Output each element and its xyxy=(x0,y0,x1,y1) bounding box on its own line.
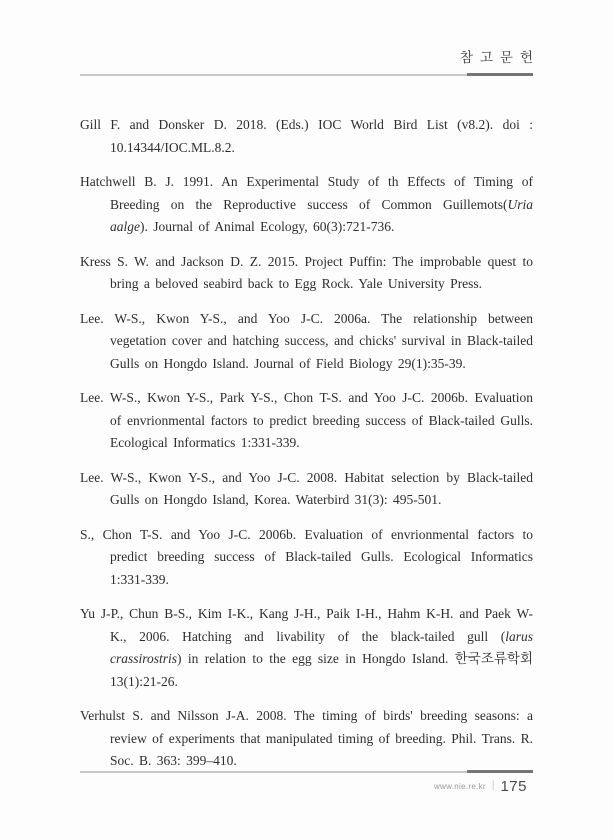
reference-text: ). Journal of Animal Ecology, 60(3):721-736. xyxy=(140,219,395,234)
footer-rule xyxy=(80,770,533,773)
reference-text: Yu J-P., Chun B-S., Kim I-K., Kang J-H., Paik I-H., Hahm K-H. and Paek W-K., 2006. Hatching and livability of the black-tailed gull ( xyxy=(80,606,533,644)
reference-text: Verhulst S. and Nilsson J-A. 2008. The timing of birds' breeding seasons: a review of experiments that manipulated timing of breeding. Phil. Trans. R. Soc. B. 363: 399–410. xyxy=(80,708,533,768)
page-header xyxy=(80,50,540,76)
header-rule xyxy=(80,73,533,76)
reference-item xyxy=(80,114,533,159)
reference-item xyxy=(80,524,533,592)
reference-species-name: larus crassirostris xyxy=(110,628,533,666)
references-list xyxy=(80,114,533,785)
reference-text: Lee. W-S., Kwon Y-S., Park Y-S., Chon T-S. and Yoo J-C. 2006b. Evaluation of envrionmental factors to predict breeding success of Black-tailed Gulls. Ecological Informatics 1:331-339. xyxy=(80,390,533,450)
reference-text: ) in relation to the egg size in Hongdo Island. 한국조류학회 13(1):21-26. xyxy=(110,651,533,689)
reference-item xyxy=(80,171,533,239)
footer-rule-accent xyxy=(467,770,533,773)
reference-item xyxy=(80,603,533,693)
reference-item xyxy=(80,251,533,296)
reference-item xyxy=(80,705,533,773)
reference-text: S., Chon T-S. and Yoo J-C. 2006b. Evaluation of envrionmental factors to predict breeding success of Black-tailed Gulls. Ecological Informatics 1:331-339. xyxy=(80,526,533,587)
page-number: 175 xyxy=(500,777,527,795)
reference-species-name: Uria aalge xyxy=(110,196,533,234)
footer-separator: | xyxy=(491,780,495,791)
reference-text: Gill F. and Donsker D. 2018. (Eds.) IOC World Bird List (v8.2). doi : 10.14344/IOC.ML.8.2. xyxy=(80,117,533,155)
reference-text: Lee. W-S., Kwon Y-S., and Yoo J-C. 2006a. The relationship between vegetation cover and hatching success, and chicks' survival in Black-tailed Gulls on Hongdo Island. Journal of Field Biology 29(1):35-39. xyxy=(80,310,533,371)
reference-text: Kress S. W. and Jackson D. Z. 2015. Project Puffin: The improbable quest to bring a beloved seabird back to Egg Rock. Yale University Press. xyxy=(80,253,533,291)
reference-text: Lee. W-S., Kwon Y-S., and Yoo J-C. 2008. Habitat selection by Black-tailed Gulls on Hongdo Island, Korea. Waterbird 31(3): 495-501. xyxy=(80,469,533,507)
page-title: 참고문헌 xyxy=(459,50,540,65)
footer-rule-light xyxy=(80,771,533,773)
reference-item xyxy=(80,308,533,376)
reference-item xyxy=(80,467,533,512)
footer-text xyxy=(80,777,533,795)
reference-item xyxy=(80,387,533,455)
header-rule-light xyxy=(80,74,533,76)
reference-text: Hatchwell B. J. 1991. An Experimental Study of th Effects of Timing of Breeding on the Reproductive success of Common Guillemots( xyxy=(80,174,533,212)
header-rule-accent xyxy=(467,73,533,76)
site-url: www.nie.re.kr xyxy=(433,781,486,791)
page-footer xyxy=(80,770,533,795)
